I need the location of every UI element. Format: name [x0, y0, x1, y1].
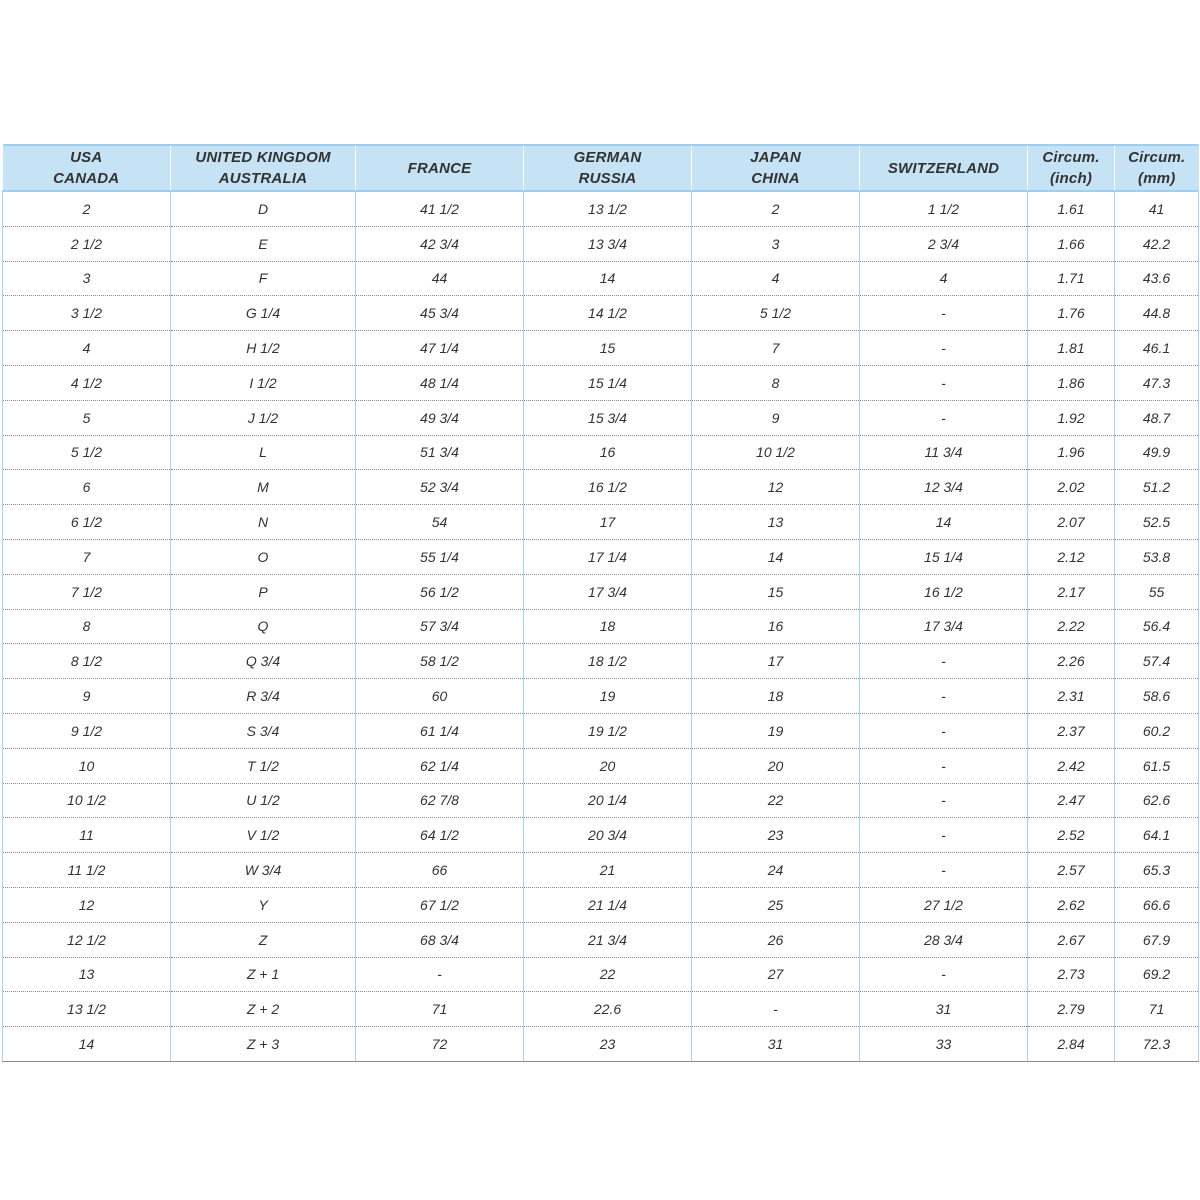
table-cell: 13 3/4	[524, 226, 692, 261]
table-cell: 4	[692, 261, 860, 296]
column-header-line: FRANCE	[407, 159, 472, 177]
column-header	[524, 145, 692, 191]
table-cell: 62 7/8	[356, 783, 524, 818]
table-row	[3, 679, 1199, 714]
table-cell: 2.57	[1028, 853, 1115, 888]
table-cell: 52 3/4	[356, 470, 524, 505]
table-row	[3, 435, 1199, 470]
table-cell: 71	[1115, 992, 1199, 1027]
table-cell: 46.1	[1115, 331, 1199, 366]
table-cell: 17	[692, 644, 860, 679]
table-cell: 17 1/4	[524, 539, 692, 574]
table-cell: R 3/4	[171, 679, 356, 714]
table-row	[3, 957, 1199, 992]
table-cell: -	[860, 331, 1028, 366]
table-cell: 7	[692, 331, 860, 366]
table-cell: 1.61	[1028, 191, 1115, 226]
table-cell: 10	[3, 748, 171, 783]
table-cell: L	[171, 435, 356, 470]
table-cell: 8	[3, 609, 171, 644]
table-cell: 2.62	[1028, 887, 1115, 922]
table-cell: 2.47	[1028, 783, 1115, 818]
table-cell: 56.4	[1115, 609, 1199, 644]
table-body	[3, 191, 1199, 1061]
table-cell: 1.92	[1028, 400, 1115, 435]
table-cell: 23	[524, 1027, 692, 1062]
table-cell: -	[356, 957, 524, 992]
table-row	[3, 574, 1199, 609]
table-cell: 15	[692, 574, 860, 609]
table-cell: 57.4	[1115, 644, 1199, 679]
table-row	[3, 644, 1199, 679]
table-cell: 8	[692, 365, 860, 400]
table-cell: -	[860, 713, 1028, 748]
table-cell: 41	[1115, 191, 1199, 226]
table-cell: 60	[356, 679, 524, 714]
column-header	[860, 145, 1028, 191]
table-cell: 21 3/4	[524, 922, 692, 957]
table-cell: 61.5	[1115, 748, 1199, 783]
table-cell: 5 1/2	[692, 296, 860, 331]
table-cell: 4 1/2	[3, 365, 171, 400]
table-cell: 13 1/2	[524, 191, 692, 226]
table-cell: M	[171, 470, 356, 505]
table-cell: 14	[3, 1027, 171, 1062]
table-cell: G 1/4	[171, 296, 356, 331]
table-cell: 2.17	[1028, 574, 1115, 609]
table-cell: E	[171, 226, 356, 261]
table-cell: 72.3	[1115, 1027, 1199, 1062]
table-cell: -	[860, 783, 1028, 818]
table-cell: 1 1/2	[860, 191, 1028, 226]
table-cell: 3	[3, 261, 171, 296]
table-cell: 2.67	[1028, 922, 1115, 957]
table-cell: 42 3/4	[356, 226, 524, 261]
table-cell: 57 3/4	[356, 609, 524, 644]
column-header	[692, 145, 860, 191]
table-cell: 2.84	[1028, 1027, 1115, 1062]
column-header	[171, 145, 356, 191]
table-cell: 16	[692, 609, 860, 644]
table-cell: 55 1/4	[356, 539, 524, 574]
table-cell: 72	[356, 1027, 524, 1062]
column-header-line: Circum.	[1128, 149, 1186, 166]
table-row	[3, 331, 1199, 366]
table-cell: 11	[3, 818, 171, 853]
table-cell: 58 1/2	[356, 644, 524, 679]
table-cell: W 3/4	[171, 853, 356, 888]
table-cell: 5 1/2	[3, 435, 171, 470]
table-cell: 13	[692, 505, 860, 540]
column-header-line: RUSSIA	[578, 170, 637, 187]
table-row	[3, 818, 1199, 853]
table-cell: F	[171, 261, 356, 296]
table-cell: 13 1/2	[3, 992, 171, 1027]
table-cell: Q	[171, 609, 356, 644]
table-cell: 23	[692, 818, 860, 853]
table-row	[3, 261, 1199, 296]
table-cell: 4	[860, 261, 1028, 296]
table-cell: 2.02	[1028, 470, 1115, 505]
table-cell: 2.73	[1028, 957, 1115, 992]
column-header-line: AUSTRALIA	[218, 170, 308, 187]
table-cell: 31	[860, 992, 1028, 1027]
table-row	[3, 887, 1199, 922]
table-cell: 47 1/4	[356, 331, 524, 366]
table-cell: 15 1/4	[524, 365, 692, 400]
table-cell: 62 1/4	[356, 748, 524, 783]
table-cell: 8 1/2	[3, 644, 171, 679]
table-cell: 56 1/2	[356, 574, 524, 609]
table-row	[3, 505, 1199, 540]
table-cell: 19 1/2	[524, 713, 692, 748]
table-cell: 33	[860, 1027, 1028, 1062]
table-cell: 25	[692, 887, 860, 922]
table-cell: O	[171, 539, 356, 574]
table-header	[3, 145, 1199, 191]
table-cell: 49.9	[1115, 435, 1199, 470]
table-row	[3, 400, 1199, 435]
table-cell: 16 1/2	[524, 470, 692, 505]
table-cell: 2.22	[1028, 609, 1115, 644]
table-cell: 2.07	[1028, 505, 1115, 540]
column-header	[3, 145, 171, 191]
table-cell: Z + 1	[171, 957, 356, 992]
table-cell: 2.12	[1028, 539, 1115, 574]
table-cell: 12 1/2	[3, 922, 171, 957]
table-cell: 17 3/4	[524, 574, 692, 609]
table-cell: 14	[692, 539, 860, 574]
table-cell: Z	[171, 922, 356, 957]
table-cell: 58.6	[1115, 679, 1199, 714]
table-cell: 2.37	[1028, 713, 1115, 748]
table-cell: 17 3/4	[860, 609, 1028, 644]
column-header-line: (inch)	[1049, 170, 1093, 187]
table-cell: 14	[860, 505, 1028, 540]
table-row	[3, 1027, 1199, 1062]
table-cell: 68 3/4	[356, 922, 524, 957]
table-cell: 1.86	[1028, 365, 1115, 400]
table-cell: 17	[524, 505, 692, 540]
table-cell: 2 3/4	[860, 226, 1028, 261]
table-cell: 64.1	[1115, 818, 1199, 853]
table-cell: -	[860, 365, 1028, 400]
column-header-line: CANADA	[53, 170, 120, 187]
column-header	[1028, 145, 1115, 191]
table-cell: 20	[524, 748, 692, 783]
table-cell: 19	[524, 679, 692, 714]
column-header-line: GERMAN	[573, 149, 642, 166]
table-cell: U 1/2	[171, 783, 356, 818]
table-cell: 27 1/2	[860, 887, 1028, 922]
table-cell: 9	[692, 400, 860, 435]
table-cell: 12	[692, 470, 860, 505]
table-cell: 53.8	[1115, 539, 1199, 574]
table-row	[3, 783, 1199, 818]
table-cell: V 1/2	[171, 818, 356, 853]
table-cell: 31	[692, 1027, 860, 1062]
table-cell: 6	[3, 470, 171, 505]
table-cell: 15 3/4	[524, 400, 692, 435]
column-header-line: SWITZERLAND	[887, 159, 1000, 177]
table-cell: 13	[3, 957, 171, 992]
table-cell: 3 1/2	[3, 296, 171, 331]
table-cell: N	[171, 505, 356, 540]
table-cell: 21	[524, 853, 692, 888]
column-header-line: UNITED KINGDOM	[195, 149, 331, 166]
table-cell: I 1/2	[171, 365, 356, 400]
table-cell: 2 1/2	[3, 226, 171, 261]
table-cell: 15	[524, 331, 692, 366]
table-row	[3, 748, 1199, 783]
table-cell: 64 1/2	[356, 818, 524, 853]
table-cell: 16 1/2	[860, 574, 1028, 609]
table-cell: 5	[3, 400, 171, 435]
table-cell: 2.26	[1028, 644, 1115, 679]
table-cell: 19	[692, 713, 860, 748]
table-cell: -	[860, 853, 1028, 888]
table-cell: 45 3/4	[356, 296, 524, 331]
table-cell: 10 1/2	[692, 435, 860, 470]
column-header-line: CHINA	[751, 170, 800, 187]
table-cell: 12	[3, 887, 171, 922]
column-header	[356, 145, 524, 191]
table-cell: Y	[171, 887, 356, 922]
table-row	[3, 296, 1199, 331]
table-cell: 9 1/2	[3, 713, 171, 748]
table-cell: -	[860, 679, 1028, 714]
table-row	[3, 713, 1199, 748]
table-cell: 2	[3, 191, 171, 226]
column-header-line: USA	[70, 149, 103, 166]
table-cell: 69.2	[1115, 957, 1199, 992]
table-cell: 18	[692, 679, 860, 714]
table-cell: 2.52	[1028, 818, 1115, 853]
table-cell: 42.2	[1115, 226, 1199, 261]
table-cell: 55	[1115, 574, 1199, 609]
table-cell: 66.6	[1115, 887, 1199, 922]
table-cell: T 1/2	[171, 748, 356, 783]
table-cell: 4	[3, 331, 171, 366]
table-cell: 6 1/2	[3, 505, 171, 540]
table-row	[3, 365, 1199, 400]
table-cell: 26	[692, 922, 860, 957]
table-cell: 1.71	[1028, 261, 1115, 296]
table-row	[3, 539, 1199, 574]
table-cell: 12 3/4	[860, 470, 1028, 505]
table-cell: 7	[3, 539, 171, 574]
table-cell: 67.9	[1115, 922, 1199, 957]
column-header-line: JAPAN	[750, 149, 801, 166]
table-cell: 2.42	[1028, 748, 1115, 783]
table-cell: 2	[692, 191, 860, 226]
table-cell: 22.6	[524, 992, 692, 1027]
table-cell: 41 1/2	[356, 191, 524, 226]
table-cell: -	[860, 957, 1028, 992]
table-cell: 43.6	[1115, 261, 1199, 296]
column-header-line: (mm)	[1138, 170, 1176, 187]
table-cell: -	[860, 644, 1028, 679]
table-cell: 1.66	[1028, 226, 1115, 261]
table-cell: 65.3	[1115, 853, 1199, 888]
table-cell: S 3/4	[171, 713, 356, 748]
table-cell: -	[860, 400, 1028, 435]
table-cell: 54	[356, 505, 524, 540]
table-cell: 20 1/4	[524, 783, 692, 818]
table-cell: 67 1/2	[356, 887, 524, 922]
table-row	[3, 226, 1199, 261]
table-cell: -	[860, 748, 1028, 783]
table-cell: 51 3/4	[356, 435, 524, 470]
table-cell: 62.6	[1115, 783, 1199, 818]
table-cell: 48.7	[1115, 400, 1199, 435]
table-cell: 11 3/4	[860, 435, 1028, 470]
table-cell: 7 1/2	[3, 574, 171, 609]
table-cell: 11 1/2	[3, 853, 171, 888]
table-cell: 18	[524, 609, 692, 644]
column-header-line: Circum.	[1042, 149, 1100, 166]
table-cell: 22	[692, 783, 860, 818]
table-cell: 20	[692, 748, 860, 783]
table-cell: 44.8	[1115, 296, 1199, 331]
table-cell: -	[860, 818, 1028, 853]
table-row	[3, 609, 1199, 644]
table-cell: 60.2	[1115, 713, 1199, 748]
table-cell: 1.76	[1028, 296, 1115, 331]
table-cell: 28 3/4	[860, 922, 1028, 957]
table-cell: 48 1/4	[356, 365, 524, 400]
table-row	[3, 922, 1199, 957]
table-cell: 51.2	[1115, 470, 1199, 505]
table-cell: -	[692, 992, 860, 1027]
table-cell: 16	[524, 435, 692, 470]
table-cell: 71	[356, 992, 524, 1027]
table-cell: 18 1/2	[524, 644, 692, 679]
table-cell: H 1/2	[171, 331, 356, 366]
table-cell: 47.3	[1115, 365, 1199, 400]
table-cell: P	[171, 574, 356, 609]
table-cell: 49 3/4	[356, 400, 524, 435]
table-cell: 14	[524, 261, 692, 296]
table-row	[3, 470, 1199, 505]
table-row	[3, 191, 1199, 226]
table-cell: 10 1/2	[3, 783, 171, 818]
table-cell: J 1/2	[171, 400, 356, 435]
table-cell: 15 1/4	[860, 539, 1028, 574]
table-cell: 20 3/4	[524, 818, 692, 853]
table-cell: 14 1/2	[524, 296, 692, 331]
table-cell: 61 1/4	[356, 713, 524, 748]
header-row	[3, 145, 1199, 191]
table-cell: 22	[524, 957, 692, 992]
table-cell: 3	[692, 226, 860, 261]
table-cell: 27	[692, 957, 860, 992]
table-cell: Z + 2	[171, 992, 356, 1027]
table-cell: -	[860, 296, 1028, 331]
ring-size-chart	[2, 144, 1199, 1062]
table-cell: 52.5	[1115, 505, 1199, 540]
table-cell: 1.96	[1028, 435, 1115, 470]
table-cell: 24	[692, 853, 860, 888]
table-cell: 9	[3, 679, 171, 714]
table-cell: 2.31	[1028, 679, 1115, 714]
table-cell: D	[171, 191, 356, 226]
table-row	[3, 853, 1199, 888]
table-cell: 2.79	[1028, 992, 1115, 1027]
table-cell: 66	[356, 853, 524, 888]
table-cell: 1.81	[1028, 331, 1115, 366]
column-header	[1115, 145, 1199, 191]
table-cell: Z + 3	[171, 1027, 356, 1062]
table-cell: 21 1/4	[524, 887, 692, 922]
table-cell: Q 3/4	[171, 644, 356, 679]
table-cell: 44	[356, 261, 524, 296]
table-row	[3, 992, 1199, 1027]
